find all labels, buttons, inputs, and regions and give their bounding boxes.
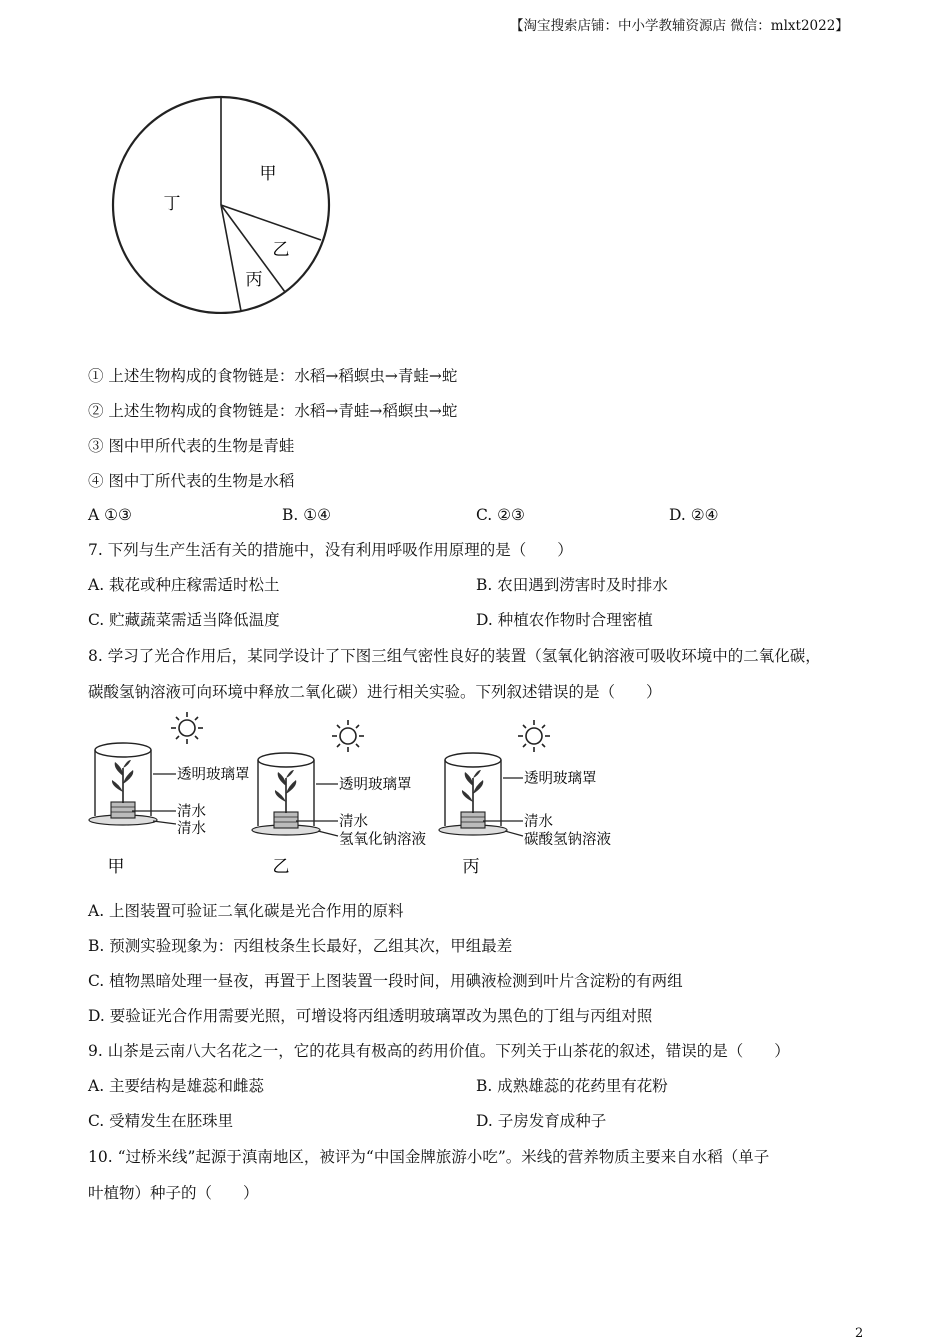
jia-name: 甲 [107,857,125,877]
statement-2: ② 上述生物构成的食物链是：水稻→青蛙→稻螟虫→蛇 [88,402,458,420]
q8-option-d[interactable]: D. 要验证光合作用需要光照，可增设将丙组透明玻璃罩改为黑色的丁组与丙组对照 [88,1007,653,1025]
pie-label-ding: 丁 [163,194,181,214]
q8-option-c[interactable]: C. 植物黑暗处理一昼夜，再置于上图装置一段时间，用碘液检测到叶片含淀粉的有两组 [88,972,683,990]
yi-name: 乙 [272,857,290,877]
bing-cover-label: 透明玻璃罩 [524,771,597,787]
q10-stem-line1: 10. “过桥米线”起源于滇南地区，被评为“中国金牌旅游小吃”。米线的营养物质主要来自水稻（单子 [88,1148,770,1166]
q8-stem-line2: 碳酸氢钠溶液可向环境中释放二氧化碳）进行相关实验。下列叙述错误的是（ ） [88,683,662,701]
q9-option-b[interactable]: B. 成熟雄蕊的花药里有花粉 [476,1077,668,1095]
q7-option-b[interactable]: B. 农田遇到涝害时及时排水 [476,576,668,594]
pie-label-jia: 甲 [259,164,277,184]
statement-3: ③ 图中甲所代表的生物是青蛙 [88,437,295,455]
q7-stem: 7. 下列与生产生活有关的措施中，没有利用呼吸作用原理的是（ ） [88,541,573,559]
pie-chart [108,88,334,314]
page-header: 【淘宝搜索店铺：中小学教辅资源店 微信：mlxt2022】 [510,18,849,34]
q9-option-d[interactable]: D. 子房发育成种子 [476,1112,607,1130]
statement-4: ④ 图中丁所代表的生物是水稻 [88,472,295,490]
q9-stem: 9. 山茶是云南八大名花之一，它的花具有极高的药用价值。下列关于山茶花的叙述，错误的是（ ） [88,1042,790,1060]
statement-1: ① 上述生物构成的食物链是：水稻→稻螟虫→青蛙→蛇 [88,367,458,385]
q6-option-c[interactable]: C. ②③ [476,506,525,524]
q6-option-d[interactable]: D. ②④ [669,506,719,524]
q7-option-a[interactable]: A. 栽花或种庄稼需适时松土 [88,576,280,594]
yi-cover-label: 透明玻璃罩 [339,777,412,793]
q6-option-a[interactable]: A ①③ [88,506,132,524]
bing-inner-label: 清水 [524,814,553,830]
page-number: 2 [855,1326,864,1341]
q7-option-d[interactable]: D. 种植农作物时合理密植 [476,611,653,629]
q9-option-c[interactable]: C. 受精发生在胚珠里 [88,1112,234,1130]
yi-outer-label: 氢氧化钠溶液 [339,832,426,848]
q8-option-b[interactable]: B. 预测实验现象为：丙组枝条生长最好，乙组其次，甲组最差 [88,937,513,955]
q9-option-a[interactable]: A. 主要结构是雄蕊和雌蕊 [88,1077,265,1095]
bing-name: 丙 [462,857,480,877]
experiment-figure [86,706,626,886]
pie-label-yi: 乙 [272,240,290,260]
yi-inner-label: 清水 [339,814,368,830]
q8-stem-line1: 8. 学习了光合作用后，某同学设计了下图三组气密性良好的装置（氢氧化钠溶液可吸收环境中的二氧化碳， [88,647,821,665]
jia-cover-label: 透明玻璃罩 [177,767,250,783]
q7-option-c[interactable]: C. 贮藏蔬菜需适当降低温度 [88,611,280,629]
jia-inner-label: 清水 [177,804,206,820]
bing-outer-label: 碳酸氢钠溶液 [524,832,611,848]
jia-outer-label: 清水 [177,821,206,837]
pie-label-bing: 丙 [245,270,263,290]
q8-option-a[interactable]: A. 上图装置可验证二氧化碳是光合作用的原料 [88,902,404,920]
q6-option-b[interactable]: B. ①④ [282,506,332,524]
q10-stem-line2: 叶植物）种子的（ ） [88,1184,259,1202]
